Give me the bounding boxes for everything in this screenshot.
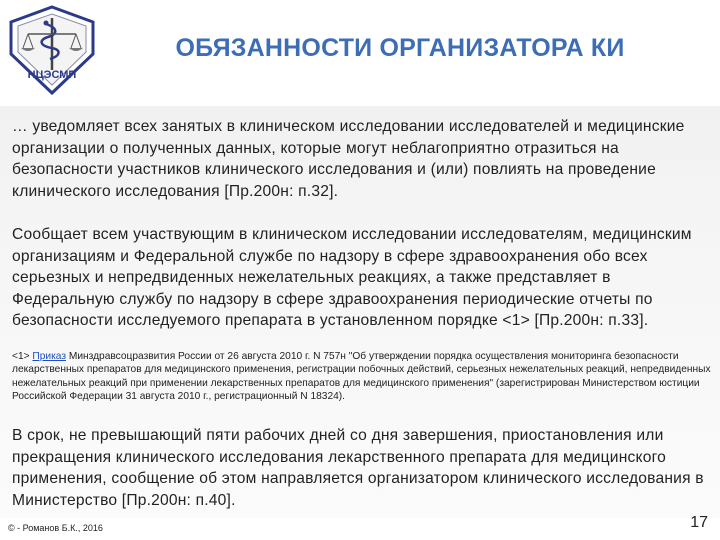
- logo-emblem: [6, 4, 98, 96]
- page-number: 17: [690, 514, 708, 531]
- footnote-text: Минздравсоцразвития России от 26 августа 2010 г. N 757н "Об утверждении порядка осуществления мониторинга безопасности лекарственных препаратов для медицинского применения, регистрации побочных действий, серьезных нежелательных реакций, непредвиденных нежелательных реакций при применении лекарственных препаратов для медицинского применения" (зарегистрирован Министерством юстиции Российской Федерации 31 августа 2010 г., регистрационный N 18324).: [12, 351, 711, 402]
- organization-logo: [6, 4, 98, 96]
- paragraph-completion-duty: В срок, не превышающий пяти рабочих дней со дня завершения, приостановления или прекращения клинического исследования лекарственного препарата для медицинского применения, сообщение об этом направляется организатором клинического исследования в Министерство [Пр.200н: п.40].: [12, 427, 704, 509]
- footnote: [12, 350, 712, 403]
- logo-text: НЦЭСМП: [27, 69, 77, 81]
- paragraph-notification-duty: … уведомляет всех занятых в клиническом исследовании исследователей и медицинские организации о полученных данных, которые могут неблагоприятно отразиться на безопасности участников клинического исследования и (или) повлиять на проведение клинического исследования [Пр.200н: п.32].: [12, 118, 685, 200]
- paragraph-reporting-duty: Сообщает всем участвующим в клиническом исследовании исследователям, медицинским организациям и Федеральной службе по надзору в сфере здравоохранения обо всех серьезных и непредвиденных нежелательных реакциях, а также представляет в Федеральную службу по надзору в сфере здравоохранения периодические отчеты по безопасности исследуемого препарата в установленном порядке <1> [Пр.200н: п.33].: [12, 226, 692, 329]
- footnote-prefix: <1>: [12, 351, 33, 362]
- slide-title: ОБЯЗАННОСТИ ОРГАНИЗАТОРА КИ: [175, 34, 625, 62]
- footnote-order-link[interactable]: Приказ: [32, 351, 66, 362]
- copyright-notice: © - Романов Б.К., 2016: [8, 523, 103, 533]
